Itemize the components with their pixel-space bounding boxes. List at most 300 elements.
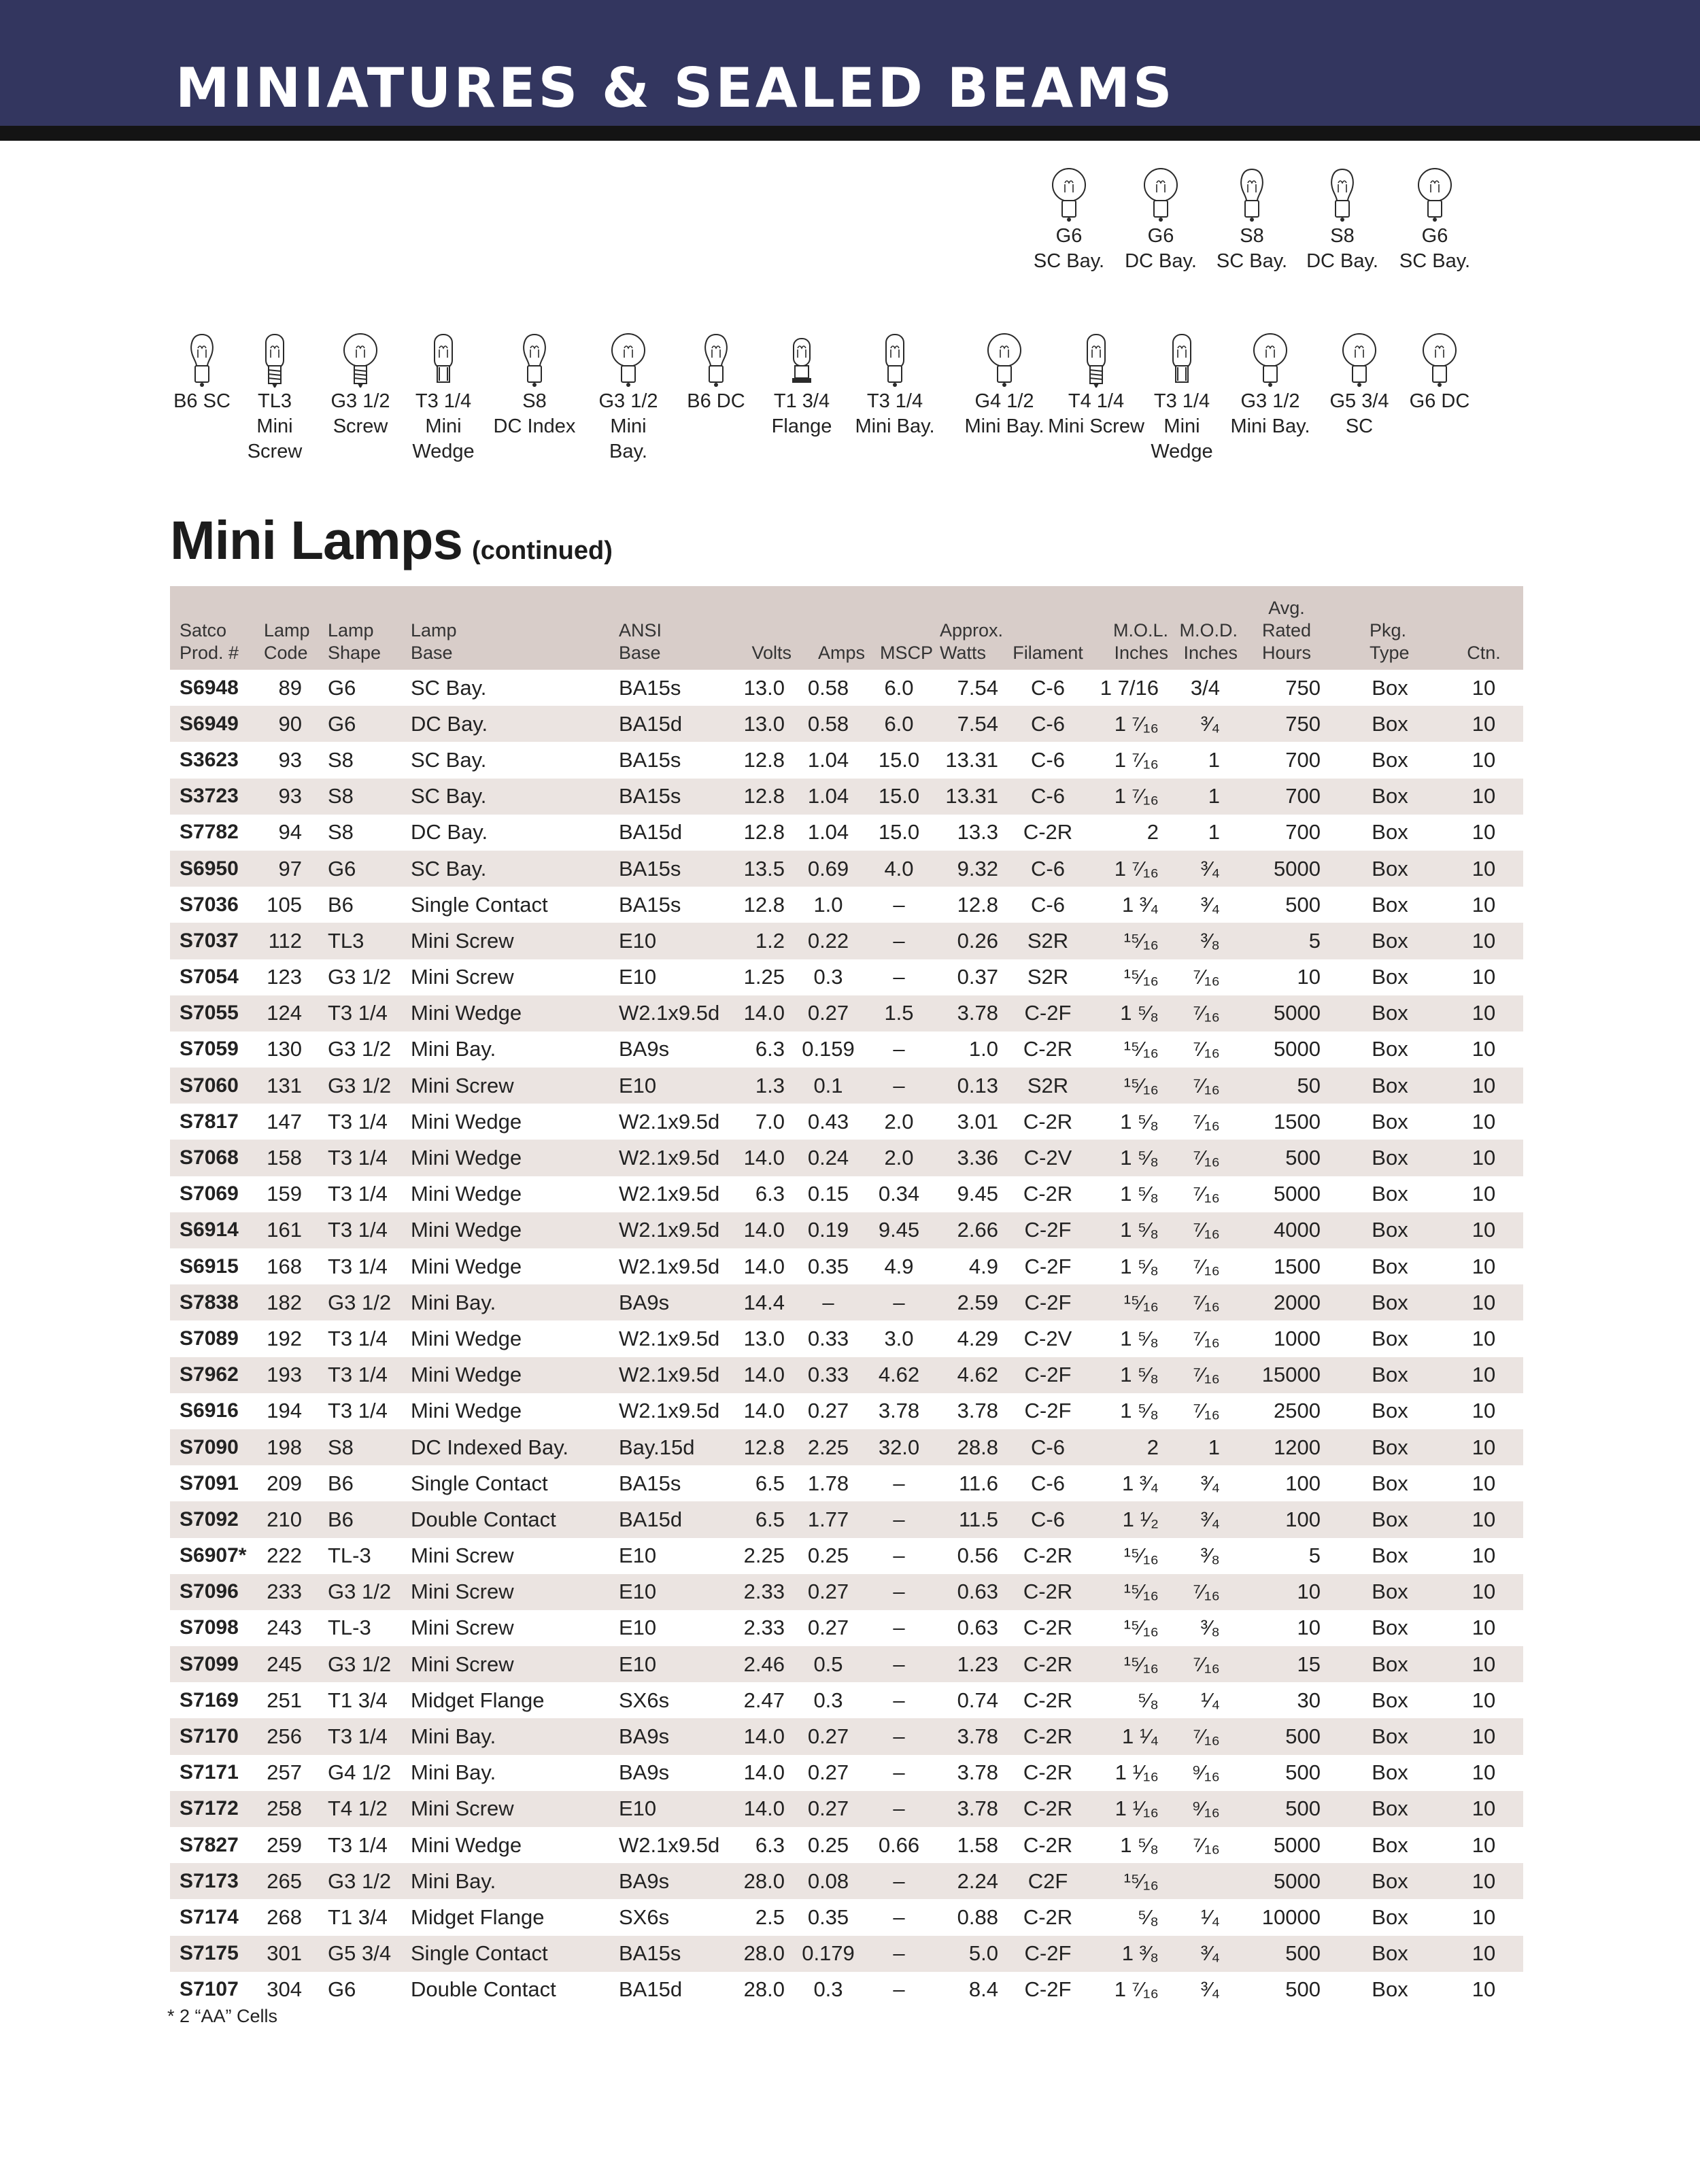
table-cell: 3.78 [878,1399,920,1423]
column-header-line: Watts [940,643,987,663]
table-row [170,1248,1523,1284]
table-cell: Mini Wedge [411,1182,522,1206]
table-row [170,706,1523,742]
table-cell: 10 [1472,965,1496,989]
column-header-line: ANSI [619,620,662,641]
table-cell: 2.33 [743,1616,785,1640]
table-cell: Box [1336,1284,1444,1320]
table-cell: E10 [619,1543,657,1568]
table-row [170,887,1523,923]
table-cell: S7169 [180,1688,239,1711]
table-cell: 159 [267,1182,302,1206]
table-cell: C-6 [1008,1501,1088,1537]
table-cell: 1 [1208,820,1220,844]
table-cell: 100 [1238,1501,1336,1537]
table-cell: 4.62 [933,1357,1008,1393]
table-cell: S6949 [170,706,252,742]
table-cell: C-2R [1023,1688,1073,1712]
table-cell: 10 [1472,1543,1496,1568]
table-cell: 89 [278,675,302,700]
table-cell: S7068 [170,1140,252,1176]
column-header-line: Lamp [264,620,310,641]
table-row [170,1104,1523,1140]
table-cell: C-2F [1008,1357,1088,1393]
table-cell: 14.0 [725,1212,792,1248]
table-cell: Box [1372,1182,1408,1206]
table-cell: C-2F [1008,1212,1088,1248]
table-cell: C-2R [1008,1791,1088,1827]
table-cell: Box [1372,1832,1408,1857]
table-cell: 4.9 [884,1254,914,1278]
table-cell: W2.1x9.5d [609,995,725,1031]
table-cell: 700 [1285,820,1321,844]
table-cell: 147 [267,1109,302,1133]
table-cell: Box [1336,779,1444,815]
table-cell: 2.0 [865,1140,933,1176]
table-cell: 1 ⁵⁄₈ [1120,1254,1159,1278]
table-cell: Box [1372,1616,1408,1640]
table-row [170,1357,1523,1393]
lamp-label-line: B6 SC [173,390,231,412]
column-header-line: M.O.L. [1112,620,1168,641]
column-header [1008,586,1088,670]
table-cell: 233 [252,1574,318,1610]
table-row [170,1646,1523,1682]
table-cell: 93 [252,779,318,815]
column-header-line: Lamp [328,620,374,641]
table-cell: 1 ¹⁄₁₆ [1088,1791,1168,1827]
table-cell: 2500 [1274,1399,1321,1423]
lamp-label-line: Screw [333,415,388,437]
table-cell: C-2F [1024,1399,1072,1423]
table-cell: 10 [1444,1646,1523,1682]
table-cell: 0.69 [792,851,865,887]
table-cell: 10 [1444,1501,1523,1537]
table-cell: 10 [1472,820,1496,844]
table-cell: 0.25 [807,1832,849,1857]
table-cell: S6948 [180,676,239,699]
lamp-label-line: DC Bay. [1125,250,1197,272]
table-cell: Mini Screw [401,923,609,959]
table-cell: 131 [252,1068,318,1104]
column-header-line: Volts [751,643,792,663]
column-header [1238,586,1336,670]
column-header-line: Prod. # [180,643,239,663]
table-cell: 15 [1238,1646,1336,1682]
table-cell: Mini Wedge [411,1254,522,1278]
table-cell: ⁵⁄₈ [1138,1905,1159,1929]
table-cell: 14.0 [743,1399,785,1423]
table-cell: S7099 [170,1646,252,1682]
table-cell: 10 [1444,706,1523,742]
table-cell: 700 [1285,747,1321,772]
table-cell: S7962 [170,1357,252,1393]
lamp-label-line: DC Index [493,415,576,437]
table-cell: C-2V [1023,1326,1072,1350]
table-cell: 0.1 [792,1068,865,1104]
table-cell: S8 [328,747,354,772]
t3-quarter-mini-wedge-bulb-icon [1131,332,1233,389]
column-header-line: M.O.D. [1179,620,1238,641]
table-cell: Box [1372,1543,1408,1568]
table-cell: S7059 [180,1038,239,1061]
table-cell: W2.1x9.5d [619,1254,720,1278]
page-title: MINIATURES & SEALED BEAMS [175,56,1175,120]
lamp-label-line: Wedge [412,441,475,462]
table-cell: Mini Screw [401,1068,609,1104]
table-cell: 193 [252,1357,318,1393]
table-cell: 10 [1472,1326,1496,1350]
table-cell: Box [1372,1254,1408,1278]
table-cell: C-2F [1024,1977,1072,2002]
table-row [170,923,1523,959]
header-banner [0,0,1700,126]
column-header [609,586,725,670]
lamp-label-line: G6 [1055,225,1083,247]
table-cell: BA15s [619,747,681,772]
table-cell: 4.62 [865,1357,933,1393]
table-cell: S7174 [180,1905,239,1928]
table-cell: – [792,1284,865,1320]
column-header [725,586,792,670]
table-cell: 222 [267,1543,302,1568]
table-cell: S7172 [170,1791,252,1827]
table-cell: 97 [252,851,318,887]
table-cell: T4 1/2 [318,1791,401,1827]
table-cell: S7171 [180,1761,239,1784]
table-cell: 0.63 [957,1616,998,1640]
column-header-line: Ctn. [1467,643,1501,663]
table-cell: C-6 [1031,892,1065,917]
table-cell: 0.63 [933,1574,1008,1610]
column-header [318,586,401,670]
mini-lamps-table [170,586,1523,2008]
lamp-label-line: SC Bay. [1033,250,1105,272]
table-cell: Mini Wedge [411,1399,522,1423]
table-cell: 2.66 [933,1212,1008,1248]
table-cell: 10 [1472,1688,1496,1712]
table-cell: 14.0 [743,1254,785,1278]
table-cell: S7838 [170,1284,252,1320]
table-cell: Mini Screw [401,1791,609,1827]
table-cell: S7089 [180,1327,239,1350]
table-cell: Single Contact [401,1936,609,1972]
table-cell: 0.27 [792,1718,865,1754]
table-row [170,742,1523,778]
table-row [170,1682,1523,1718]
table-cell: S7817 [180,1110,239,1133]
table-cell: S7054 [180,966,239,989]
table-cell: Box [1336,1574,1444,1610]
table-cell: 5000 [1238,995,1336,1031]
table-cell: 1 [1208,747,1220,772]
table-cell: E10 [609,923,725,959]
table-cell: 243 [267,1616,302,1640]
lamp-label-line: G4 1/2 [974,390,1034,412]
table-cell: 1 ⁷⁄₁₆ [1088,851,1168,887]
table-cell: S7069 [180,1182,239,1206]
table-cell: S7107 [180,1978,239,2001]
table-cell: – [893,1688,905,1712]
table-cell: Double Contact [411,1977,556,2002]
table-cell: 209 [267,1471,302,1495]
table-cell: 10 [1297,965,1321,989]
table-cell: 0.19 [792,1212,865,1248]
table-cell: G3 1/2 [318,1863,401,1899]
table-row [170,1610,1523,1646]
column-header-line: Pkg. [1370,620,1407,641]
table-cell: – [893,892,905,917]
table-cell: 182 [252,1284,318,1320]
table-cell: S7096 [170,1574,252,1610]
table-cell [1168,1863,1238,1899]
table-cell: Mini Bay. [401,1284,609,1320]
table-cell: S7098 [180,1616,239,1639]
table-cell: 15.0 [865,779,933,815]
table-cell: Mini Wedge [411,1326,522,1350]
table-cell: 1 ⁷⁄₁₆ [1088,779,1168,815]
s8-dc-bayonet-bulb-icon [1291,167,1393,224]
table-cell: 10000 [1261,1905,1321,1929]
table-cell: 5 [1308,1543,1321,1568]
table-cell: 50 [1238,1068,1336,1104]
table-cell: BA9s [619,1760,670,1785]
column-header [865,586,933,670]
table-cell: 1 ⁵⁄₈ [1120,1832,1159,1857]
table-cell: Box [1336,923,1444,959]
table-cell: S7037 [170,923,252,959]
table-cell: Box [1336,1791,1444,1827]
table-cell: – [865,1068,933,1104]
column-header [170,586,252,670]
g6-dc-bayonet-bulb-icon [1110,167,1212,224]
lamp-label [1361,389,1518,414]
table-cell: 5000 [1274,1182,1321,1206]
table-cell: 3.78 [957,1399,998,1423]
table-row [170,1465,1523,1501]
table-cell: DC Indexed Bay. [401,1429,609,1465]
table-cell: B6 [328,1471,354,1495]
table-cell: ¹⁵⁄₁₆ [1123,1543,1159,1568]
table-cell: Box [1336,1501,1444,1537]
table-cell: 700 [1238,779,1336,815]
table-row [170,1827,1523,1863]
table-cell: G3 1/2 [318,1646,401,1682]
table-cell: C-2R [1023,1182,1073,1206]
table-cell: 2.25 [792,1429,865,1465]
table-cell: 0.25 [807,1543,849,1568]
g6-sc-bayonet-bulb-icon [1018,167,1120,224]
table-cell: Mini Bay. [401,1718,609,1754]
table-cell: G3 1/2 [318,1574,401,1610]
table-cell: 1 ¹⁄₁₆ [1115,1760,1159,1785]
table-cell: 2 [1146,820,1159,844]
table-cell: 0.27 [807,1616,849,1640]
table-cell: ⁷⁄₁₆ [1168,995,1238,1031]
table-cell: ⁷⁄₁₆ [1168,1646,1238,1682]
table-cell: ¹⁵⁄₁₆ [1088,1574,1168,1610]
table-cell: 14.0 [725,1357,792,1393]
table-cell: ¹⁵⁄₁₆ [1088,1068,1168,1104]
table-cell: 13.0 [743,675,785,700]
column-header-line: Satco [180,620,227,641]
table-cell: 1500 [1274,1254,1321,1278]
table-cell: 12.8 [743,747,785,772]
table-cell: ⁷⁄₁₆ [1193,1399,1220,1423]
column-header [792,586,865,670]
table-cell: – [865,1936,933,1972]
table-cell: T3 1/4 [328,1254,388,1278]
table-cell: ⁷⁄₁₆ [1168,1574,1238,1610]
table-cell: Midget Flange [411,1905,545,1929]
lamp-diagram [1384,167,1486,274]
table-cell: ⁹⁄₁₆ [1191,1760,1220,1785]
table-cell: ¹⁄₄ [1200,1688,1220,1712]
table-cell: 10 [1472,747,1496,772]
table-row [170,1718,1523,1754]
table-cell: Box [1372,820,1408,844]
table-cell: BA9s [619,1037,670,1061]
table-cell: 0.08 [792,1863,865,1899]
table-cell: 28.0 [743,1977,785,2002]
table-cell: – [893,1037,905,1061]
table-cell: – [893,1905,905,1929]
table-cell: Box [1336,1718,1444,1754]
table-cell: 10 [1444,1429,1523,1465]
table-cell: ⁷⁄₁₆ [1168,1284,1238,1320]
table-cell: Box [1372,1688,1408,1712]
table-cell: 0.27 [807,1760,849,1785]
table-cell: 12.8 [725,779,792,815]
table-cell: 15.0 [878,820,920,844]
lamp-label-line: TL3 [258,390,292,412]
table-cell: 1 ⁵⁄₈ [1088,995,1168,1031]
table-cell: BA15d [619,1977,683,2002]
table-cell: Single Contact [411,1471,548,1495]
table-row [170,1393,1523,1429]
table-cell: 7.54 [957,675,998,700]
table-cell: ³⁄₄ [1200,1471,1220,1495]
table-cell: 13.31 [933,779,1008,815]
table-header-row [170,586,1523,670]
column-header [401,586,609,670]
table-cell: BA15s [619,892,681,917]
table-cell: ⁵⁄₈ [1138,1688,1159,1712]
table-cell: 3.36 [933,1140,1008,1176]
table-cell: 1.04 [792,779,865,815]
table-cell: 1000 [1274,1326,1321,1350]
table-cell: 304 [267,1977,302,2002]
table-cell: 10 [1472,892,1496,917]
table-row [170,815,1523,851]
table-cell: C-2R [1008,1646,1088,1682]
lamp-label-line: G6 [1421,225,1448,247]
column-header-line: Hours [1261,643,1312,663]
table-cell: 0.27 [792,1574,865,1610]
table-cell: 1 ³⁄₄ [1121,1471,1159,1495]
table-cell: G3 1/2 [328,965,392,989]
table-cell: Box [1336,995,1444,1031]
table-cell: 5 [1238,923,1336,959]
table-cell: S7055 [170,995,252,1031]
table-row [170,1863,1523,1899]
table-cell: E10 [619,1616,657,1640]
table-cell: 15.0 [878,747,920,772]
column-header [1444,586,1523,670]
table-cell: T1 3/4 [328,1688,388,1712]
table-cell: 10 [1472,1399,1496,1423]
table-cell: 123 [267,965,302,989]
table-cell: 6.3 [755,1037,785,1061]
column-header-line: Base [619,643,661,663]
table-cell: 10 [1472,1109,1496,1133]
table-cell: ¹⁵⁄₁₆ [1088,1646,1168,1682]
table-cell: Box [1372,1905,1408,1929]
table-cell: Box [1336,1068,1444,1104]
table-cell: BA15s [619,675,681,700]
section-title: Mini Lamps [170,510,463,570]
table-cell: 1 ¹⁄₂ [1088,1501,1168,1537]
table-cell: G5 3/4 [318,1936,401,1972]
table-cell: 10 [1472,1832,1496,1857]
table-cell: 301 [252,1936,318,1972]
table-cell: 500 [1238,1791,1336,1827]
table-cell: ⁷⁄₁₆ [1193,1109,1220,1133]
lamp-label [1357,224,1513,274]
table-cell: 10 [1472,1037,1496,1061]
table-cell: ⁷⁄₁₆ [1193,1182,1220,1206]
table-cell: 245 [252,1646,318,1682]
table-cell: C-6 [1031,747,1065,772]
table-cell: 10 [1472,675,1496,700]
table-cell: 30 [1297,1688,1321,1712]
table-cell: SC Bay. [411,675,487,700]
table-cell: C-2R [1023,1832,1073,1857]
table-cell: 1.5 [865,995,933,1031]
column-header-line: MSCP [879,643,933,663]
table-cell: ¹⁵⁄₁₆ [1123,965,1159,989]
table-cell: 28.0 [725,1863,792,1899]
table-cell: 10 [1444,1574,1523,1610]
table-cell: C-2F [1008,995,1088,1031]
column-header [1168,586,1238,670]
table-cell: 0.74 [957,1688,998,1712]
table-cell: Box [1336,1863,1444,1899]
table-row [170,1429,1523,1465]
table-row [170,851,1523,887]
table-cell: W2.1x9.5d [609,1140,725,1176]
table-cell: 500 [1238,1936,1336,1972]
table-cell: ³⁄₄ [1168,851,1238,887]
table-cell: Box [1336,1429,1444,1465]
table-cell: 210 [252,1501,318,1537]
table-cell: T3 1/4 [328,1326,388,1350]
table-cell: 0.27 [792,995,865,1031]
table-cell: Mini Wedge [401,1357,609,1393]
table-cell: 0.27 [792,1791,865,1827]
table-cell: 2 [1088,1429,1168,1465]
lamp-label-line: B6 DC [687,390,745,412]
table-cell: 258 [252,1791,318,1827]
table-cell: 2.24 [933,1863,1008,1899]
table-cell: 10 [1444,923,1523,959]
table-cell: 3.78 [933,1791,1008,1827]
s8-dc-index-bulb-icon [483,332,585,389]
table-cell: 0.3 [813,1688,843,1712]
table-cell: 0.13 [933,1068,1008,1104]
table-cell: 0.58 [792,706,865,742]
table-cell: ⁷⁄₁₆ [1193,1832,1220,1857]
